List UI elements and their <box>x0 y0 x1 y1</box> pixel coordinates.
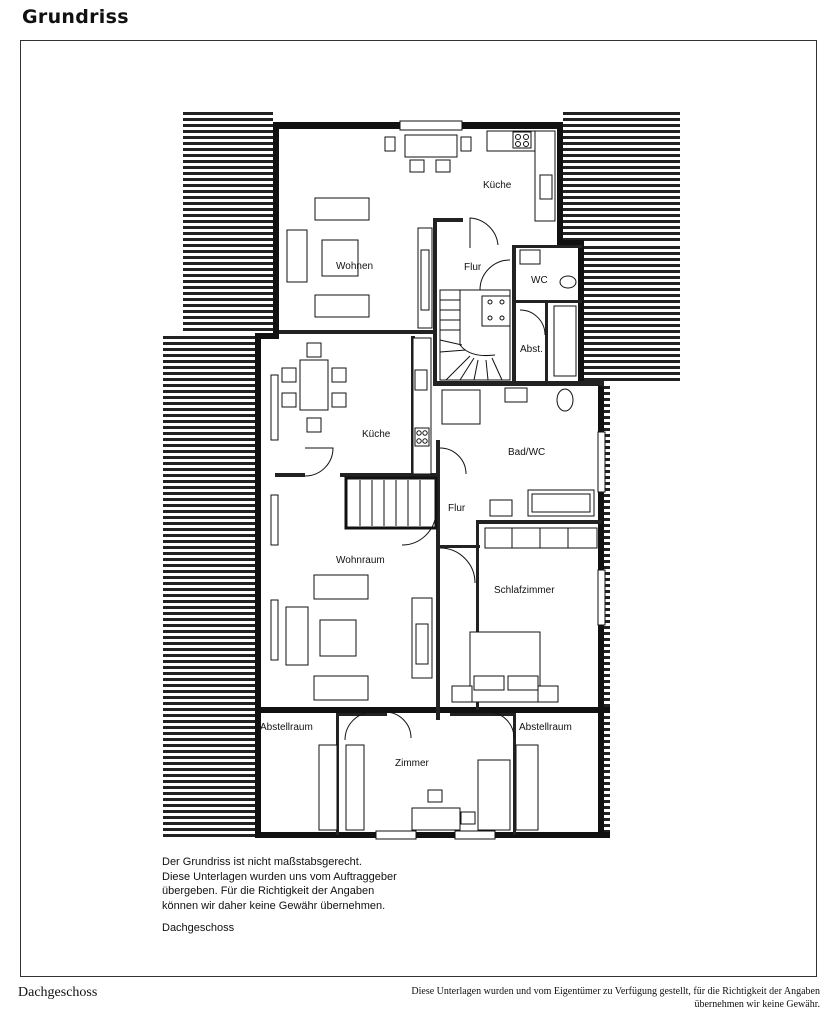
hatch-line <box>163 366 255 369</box>
room-label-flur-mid: Flur <box>448 503 466 514</box>
room-label-kueche-mid: Küche <box>362 429 391 440</box>
hatch-line <box>584 354 680 357</box>
floor-label: Dachgeschoss <box>162 922 235 934</box>
hatch-line <box>183 214 273 217</box>
staircase-middle <box>346 478 436 528</box>
hatch-line <box>183 208 273 211</box>
hatch-line <box>163 480 255 483</box>
hatch-line <box>183 220 273 223</box>
hatch-line <box>183 256 273 259</box>
hatch-line <box>584 312 680 315</box>
hatch-line <box>183 148 273 151</box>
footer-disclaimer <box>350 985 820 1011</box>
hatch-line <box>163 834 255 837</box>
hatch-line <box>163 774 255 777</box>
hatch-line <box>604 638 610 641</box>
hatch-line <box>604 416 610 419</box>
hatch-line <box>604 554 610 557</box>
hatch-line <box>604 500 610 503</box>
hatch-line <box>163 600 255 603</box>
hatch-line <box>163 822 255 825</box>
hatch-line <box>584 246 680 249</box>
room-label-wc: WC <box>531 275 548 286</box>
hatch-line <box>584 276 680 279</box>
hatch-line <box>163 744 255 747</box>
hatch-line <box>163 792 255 795</box>
hatch-line <box>183 136 273 139</box>
hatch-line <box>604 518 610 521</box>
hatch-line <box>604 542 610 545</box>
hatch-line <box>604 674 610 677</box>
hatch-line <box>163 810 255 813</box>
hatch-line <box>163 384 255 387</box>
hatch-line <box>183 178 273 181</box>
hatch-line <box>163 570 255 573</box>
hatch-line <box>183 310 273 313</box>
hatch-line <box>163 516 255 519</box>
hatch-line <box>163 522 255 525</box>
hatch-line <box>163 618 255 621</box>
hatch-line <box>604 680 610 683</box>
hatch-line <box>163 666 255 669</box>
hatch-line <box>183 328 273 331</box>
hatch-line <box>604 650 610 653</box>
note-line: übergeben. Für die Richtigkeit der Angaben <box>162 885 375 897</box>
hatch-line <box>584 288 680 291</box>
hatch-line <box>604 404 610 407</box>
hatch-line <box>163 594 255 597</box>
hatch-line <box>604 662 610 665</box>
hatch-line <box>604 506 610 509</box>
hatch-line <box>183 238 273 241</box>
hatch-line <box>163 726 255 729</box>
room-label-abstellraum-right: Abstellraum <box>519 722 572 733</box>
hatch-line <box>183 190 273 193</box>
hatch-line <box>163 408 255 411</box>
hatch-line <box>183 286 273 289</box>
hatch-line <box>183 124 273 127</box>
hatch-line <box>604 644 610 647</box>
hatch-line <box>584 300 680 303</box>
hatch-line <box>163 420 255 423</box>
hatch-line <box>183 316 273 319</box>
hatch-line <box>563 118 680 121</box>
hatch-line <box>163 642 255 645</box>
hatch-line <box>163 720 255 723</box>
hatch-line <box>183 292 273 295</box>
hatch-line <box>163 438 255 441</box>
hatch-line <box>604 692 610 695</box>
hatch-line <box>183 244 273 247</box>
hatch-line <box>163 816 255 819</box>
hatch-line <box>563 172 680 175</box>
room-label-wohnraum: Wohnraum <box>336 555 385 566</box>
hatch-line <box>604 428 610 431</box>
hatch-line <box>584 348 680 351</box>
hatch-line <box>563 160 680 163</box>
hatch-line <box>563 190 680 193</box>
hatch-line <box>163 786 255 789</box>
hatch-line <box>163 450 255 453</box>
hatch-line <box>183 160 273 163</box>
hatch-line <box>183 130 273 133</box>
hatch-line <box>604 398 610 401</box>
hatch-line <box>584 330 680 333</box>
hatch-line <box>604 392 610 395</box>
hatch-line <box>163 390 255 393</box>
hatch-line <box>163 714 255 717</box>
hatch-line <box>163 678 255 681</box>
hatch-line <box>183 322 273 325</box>
hatch-line <box>183 304 273 307</box>
hatch-line <box>163 654 255 657</box>
hatch-line <box>584 306 680 309</box>
note-line: Diese Unterlagen wurden uns vom Auftraggeber <box>162 870 397 883</box>
hatch-line <box>163 804 255 807</box>
hatch-line <box>604 524 610 527</box>
hatch-line <box>183 202 273 205</box>
hatch-line <box>163 612 255 615</box>
hatch-line <box>163 468 255 471</box>
hatch-line <box>584 378 680 381</box>
footer-disclaimer-line: übernehmen wir keine Gewähr. <box>694 999 820 1010</box>
hatch-line <box>563 166 680 169</box>
hatch-line <box>163 660 255 663</box>
hatch-line <box>604 566 610 569</box>
hatch-line <box>163 648 255 651</box>
disclaimer-note <box>162 855 462 936</box>
hatch-line <box>163 474 255 477</box>
hatch-line <box>163 528 255 531</box>
hatch-line <box>563 208 680 211</box>
hatch-line <box>163 756 255 759</box>
hatch-line <box>163 342 255 345</box>
footer-floor-label: Dachgeschoss <box>18 985 98 1000</box>
hatch-line <box>604 422 610 425</box>
hatch-line <box>584 270 680 273</box>
hatch-line <box>163 510 255 513</box>
hatch-line <box>604 512 610 515</box>
hatch-line <box>604 698 610 701</box>
hatch-line <box>183 250 273 253</box>
room-label-abstellraum-left: Abstellraum <box>260 722 313 733</box>
hatch-line <box>163 492 255 495</box>
hatch-line <box>563 154 680 157</box>
hatch-line <box>563 130 680 133</box>
hatch-line <box>183 298 273 301</box>
hatch-line <box>163 432 255 435</box>
hatch-line <box>183 280 273 283</box>
hatch-line <box>163 828 255 831</box>
hatch-line <box>584 336 680 339</box>
hatch-line <box>163 486 255 489</box>
hatch-line <box>163 762 255 765</box>
hatch-line <box>563 184 680 187</box>
hatch-line <box>163 462 255 465</box>
hatch-line <box>163 378 255 381</box>
hatch-line <box>563 148 680 151</box>
hatch-line <box>163 504 255 507</box>
room-label-bad: Bad/WC <box>508 447 546 458</box>
hatch-line <box>604 686 610 689</box>
hatch-line <box>563 124 680 127</box>
hatch-line <box>183 226 273 229</box>
hatch-line <box>163 444 255 447</box>
hatch-line <box>604 548 610 551</box>
hatch-line <box>584 252 680 255</box>
hatch-line <box>183 154 273 157</box>
hatch-line <box>584 372 680 375</box>
hatch-line <box>584 318 680 321</box>
hatch-line <box>163 360 255 363</box>
hatch-line <box>163 564 255 567</box>
hatch-line <box>183 232 273 235</box>
hatch-line <box>584 324 680 327</box>
hatch-line <box>183 196 273 199</box>
hatch-line <box>604 494 610 497</box>
hatch-line <box>604 530 610 533</box>
hatch-line <box>183 142 273 145</box>
hatch-line <box>183 274 273 277</box>
footer-disclaimer-line: Diese Unterlagen wurden und vom Eigentümer zu Verfügung gestellt, für die Richtigkeit der Angaben <box>411 986 820 997</box>
hatch-line <box>163 348 255 351</box>
hatch-line <box>163 738 255 741</box>
hatch-line <box>163 750 255 753</box>
hatch-line <box>584 360 680 363</box>
hatch-line <box>183 166 273 169</box>
hatch-line <box>584 258 680 261</box>
hatch-line <box>163 552 255 555</box>
hatch-line <box>163 582 255 585</box>
hatch-line <box>163 426 255 429</box>
hatch-line <box>163 768 255 771</box>
note-line: Der Grundriss ist nicht maßstabsgerecht. <box>162 856 362 868</box>
hatch-line <box>604 704 610 707</box>
hatch-line <box>163 732 255 735</box>
room-label-kueche-top: Küche <box>483 180 512 191</box>
hatch-line <box>163 708 255 711</box>
hatch-line <box>183 172 273 175</box>
hatch-line <box>163 588 255 591</box>
hatch-line <box>163 702 255 705</box>
hatch-line <box>604 560 610 563</box>
hatch-line <box>163 636 255 639</box>
hatch-line <box>163 672 255 675</box>
hatch-line <box>163 402 255 405</box>
room-label-schlafzimmer: Schlafzimmer <box>494 585 555 596</box>
hatch-line <box>163 546 255 549</box>
hatch-line <box>163 456 255 459</box>
hatch-line <box>163 540 255 543</box>
hatch-line <box>584 366 680 369</box>
hatch-line <box>163 396 255 399</box>
hatch-line <box>563 232 680 235</box>
hatch-line <box>584 342 680 345</box>
hatch-line <box>563 214 680 217</box>
hatch-line <box>183 184 273 187</box>
room-label-zimmer: Zimmer <box>395 758 429 769</box>
hatch-line <box>183 262 273 265</box>
hatch-line <box>163 780 255 783</box>
hatch-line <box>563 112 680 115</box>
hatch-line <box>604 626 610 629</box>
hatch-line <box>604 656 610 659</box>
hatch-line <box>183 118 273 121</box>
hatch-line <box>163 624 255 627</box>
hatch-line <box>604 386 610 389</box>
hatch-line <box>163 606 255 609</box>
hatch-line <box>163 576 255 579</box>
hatch-line <box>163 684 255 687</box>
hatch-line <box>163 354 255 357</box>
note-line: können wir daher keine Gewähr übernehmen. <box>162 899 386 912</box>
hatch-line <box>163 534 255 537</box>
hatch-line <box>163 558 255 561</box>
hatch-line <box>563 178 680 181</box>
hatch-line <box>163 498 255 501</box>
hatch-line <box>563 142 680 145</box>
hatch-line <box>163 630 255 633</box>
hatch-line <box>163 798 255 801</box>
hatch-line <box>163 414 255 417</box>
hatch-line <box>563 220 680 223</box>
hatch-line <box>584 282 680 285</box>
hatch-line <box>183 112 273 115</box>
hatch-line <box>163 336 255 339</box>
hatch-line <box>163 372 255 375</box>
room-label-flur-top: Flur <box>464 262 482 273</box>
hatch-line <box>563 226 680 229</box>
room-label-wohnen: Wohnen <box>336 261 374 272</box>
hatch-line <box>563 136 680 139</box>
hatch-line <box>183 268 273 271</box>
hatch-line <box>604 410 610 413</box>
page-title: Grundriss <box>22 6 129 28</box>
hatch-line <box>163 690 255 693</box>
hatch-line <box>604 668 610 671</box>
hatch-line <box>563 196 680 199</box>
hatch-line <box>584 294 680 297</box>
hatch-line <box>563 202 680 205</box>
hatch-line <box>163 696 255 699</box>
hatch-line <box>604 536 610 539</box>
room-label-abst: Abst. <box>520 344 543 355</box>
hatch-line <box>604 632 610 635</box>
hatch-line <box>584 264 680 267</box>
